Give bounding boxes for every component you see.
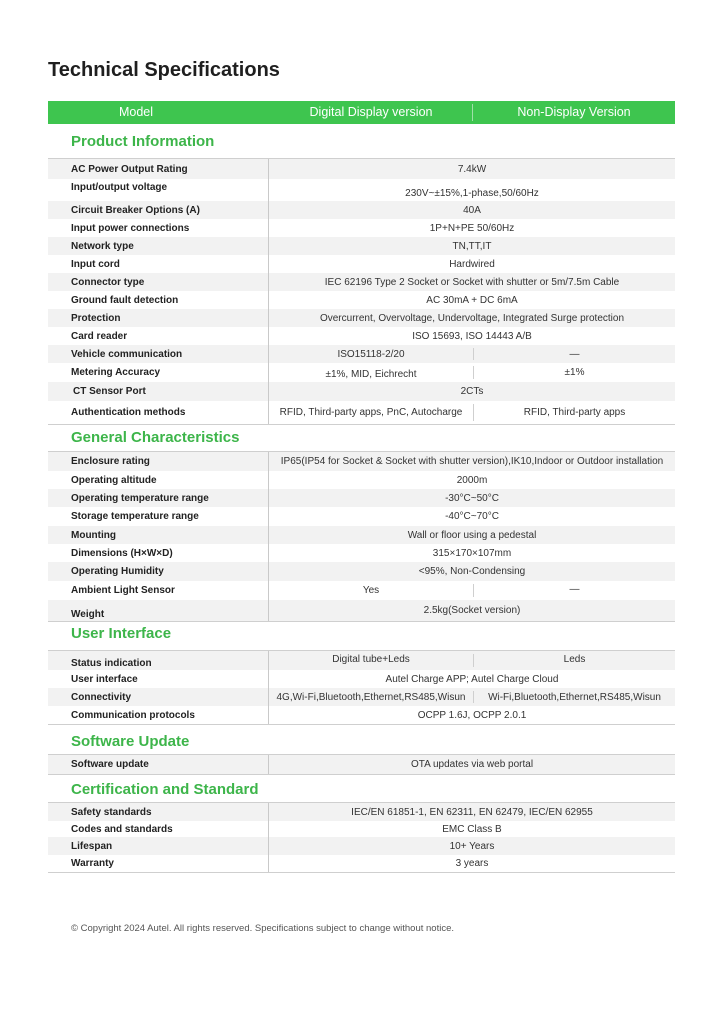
table-row [48,179,675,201]
row-label: Status indication [71,658,152,669]
row-value-cell [268,471,675,489]
row-value-cell [268,327,675,345]
row-value-digital: 4G,Wi-Fi,Bluetooth,Ethernet,RS485,Wisun [276,691,466,703]
table-bottom-rule [48,424,675,425]
row-value: <95%, Non-Condensing [418,566,526,577]
table-row [48,345,675,363]
table-row [48,327,675,345]
row-value-non-display: Wi-Fi,Bluetooth,Ethernet,RS485,Wisun [488,691,661,703]
table-row [48,255,675,273]
table-bottom-rule [48,774,675,775]
row-label: Circuit Breaker Options (A) [71,204,200,216]
table-row [48,237,675,255]
table-row [48,382,675,401]
row-value-digital: ±1%, MID, Eichrecht [325,369,417,380]
row-value-cell [268,382,675,401]
row-label: Dimensions (H×W×D) [71,547,173,559]
header-model-label: Model [118,105,154,119]
row-label: Input power connections [71,222,190,234]
row-label: CT Sensor Port [73,386,146,397]
row-value-cell [268,837,675,855]
section-title-certification: Certification and Standard [71,781,259,798]
table-row [48,291,675,309]
row-value: AC 30mA + DC 6mA [426,294,518,306]
spec-table-certification [48,802,675,873]
row-value-cell [268,600,675,621]
table-row [48,600,675,621]
table-bottom-rule [48,621,675,622]
row-value: Overcurrent, Overvoltage, Undervoltage, Integrated Surge protection [319,312,625,324]
row-label: Protection [71,312,121,324]
header-non-display-label: Non-Display Version [517,105,631,119]
row-value: -30°C~50°C [445,492,499,504]
table-row [48,651,675,670]
table-row [48,821,675,837]
row-value-cell [268,688,675,706]
spec-table-general-characteristics [48,451,675,622]
row-label: Authentication methods [71,407,186,418]
row-value-cell [268,755,675,774]
row-value: EMC Class B [442,823,502,835]
row-value-cell [268,291,675,309]
row-value: TN,TT,IT [452,240,492,252]
row-value-digital: RFID, Third-party apps, PnC, Autocharge [279,407,463,418]
row-label: Operating altitude [71,474,157,486]
row-value: Wall or floor using a pedestal [407,529,537,541]
row-value: 2.5kg(Socket version) [423,605,521,616]
row-label: Metering Accuracy [71,367,161,378]
row-value-cell [268,507,675,526]
spec-table-software-update [48,754,675,775]
row-value: 2CTs [460,386,484,397]
row-value-non-display: — [569,348,580,360]
row-value-cell [268,201,675,219]
table-row [48,526,675,544]
model-header-bar [48,101,675,124]
table-row [48,544,675,562]
row-label: Enclosure rating [71,456,150,467]
row-value-non-display: — [569,584,580,595]
row-label: Communication protocols [71,709,195,721]
table-row [48,755,675,774]
row-label: Weight [71,609,105,620]
row-value-cell [268,363,675,382]
row-label: Lifespan [71,840,113,852]
table-row [48,273,675,291]
row-value: 230V~±15%,1-phase,50/60Hz [405,188,539,199]
row-value-cell [268,237,675,255]
row-value: Autel Charge APP; Autel Charge Cloud [385,673,559,685]
table-row [48,581,675,600]
table-row [48,562,675,581]
header-digital-display-label: Digital Display version [309,105,433,119]
row-value: ISO 15693, ISO 14443 A/B [412,330,532,342]
section-title-general-characteristics: General Characteristics [71,429,240,446]
table-row [48,159,675,179]
row-label: Card reader [71,330,128,342]
row-label: Storage temperature range [71,511,199,522]
row-label: User interface [71,673,138,685]
row-value: 1P+N+PE 50/60Hz [429,222,515,234]
section-title-user-interface: User Interface [71,625,172,642]
table-row [48,452,675,471]
row-value-cell [268,544,675,562]
row-label: Operating Humidity [71,566,164,577]
spec-table-product-information [48,158,675,425]
row-label: Connectivity [71,691,132,703]
row-label: Vehicle communication [71,348,183,360]
row-label: Input cord [71,258,120,270]
row-value-cell [268,670,675,688]
row-value-cell [268,255,675,273]
row-value-cell [268,706,675,724]
table-row [48,670,675,688]
row-value: IP65(IP54 for Socket & Socket with shutter version),IK10,Indoor or Outdoor installation [280,456,664,467]
row-value: 2000m [456,474,488,486]
row-label: Network type [71,240,134,252]
table-row [48,837,675,855]
row-label: Ground fault detection [71,294,179,306]
row-value: 10+ Years [449,840,495,852]
table-row [48,706,675,724]
row-value-cell [268,273,675,291]
row-label: Connector type [71,276,145,288]
row-value-non-display: ±1% [564,367,585,378]
page-title: Technical Specifications [48,59,280,81]
row-label: Ambient Light Sensor [71,585,175,596]
table-bottom-rule [48,724,675,725]
row-value: OCPP 1.6J, OCPP 2.0.1 [417,709,527,721]
row-value-digital: Yes [362,585,380,596]
table-row [48,219,675,237]
section-title-software-update: Software Update [71,733,190,750]
row-value-cell [268,855,675,872]
table-row [48,201,675,219]
table-row [48,507,675,526]
copyright-notice: © Copyright 2024 Autel. All rights reserved. Specifications subject to change without notice. [71,923,454,934]
row-value: 3 years [455,858,489,869]
row-value-cell [268,581,675,600]
row-value-cell [268,803,675,821]
row-value-cell [268,452,675,471]
row-value: -40°C~70°C [445,511,499,522]
row-value-non-display: RFID, Third-party apps [523,407,626,418]
table-bottom-rule [48,872,675,873]
row-value: 315×170×107mm [432,547,512,559]
table-row [48,471,675,489]
row-label: Software update [71,759,149,770]
row-value-non-display: Leds [563,654,586,665]
table-row [48,688,675,706]
row-value-cell [268,345,675,363]
row-value-cell [268,219,675,237]
row-value-digital: Digital tube+Leds [332,654,410,665]
row-value-cell [268,489,675,507]
table-row [48,363,675,382]
row-label: Mounting [71,529,116,541]
row-value-cell [268,309,675,327]
row-value: OTA updates via web portal [410,759,534,770]
table-row [48,855,675,872]
table-row [48,803,675,821]
table-row [48,401,675,424]
section-title-product-information: Product Information [71,133,215,150]
row-value: IEC/EN 61851-1, EN 62311, EN 62479, IEC/EN 62955 [351,806,593,818]
row-value: 7.4kW [457,163,487,175]
row-label: Codes and standards [71,823,173,835]
row-label: Operating temperature range [71,492,209,504]
row-value-cell [268,562,675,581]
row-label: AC Power Output Rating [71,163,188,175]
row-value-cell [268,651,675,670]
row-value: Hardwired [449,258,495,270]
table-row [48,489,675,507]
row-label: Safety standards [71,806,152,818]
spec-table-user-interface [48,650,675,725]
row-value: 40A [463,204,481,216]
row-value-cell [268,179,675,201]
row-label: Warranty [71,858,114,869]
row-value: IEC 62196 Type 2 Socket or Socket with shutter or 5m/7.5m Cable [324,276,620,288]
table-row [48,309,675,327]
row-value-cell [268,821,675,837]
row-value-cell [268,526,675,544]
row-value-cell [268,401,675,424]
row-label: Input/output voltage [71,182,168,193]
row-value-digital: ISO15118-2/20 [337,348,405,360]
row-value-cell [268,159,675,179]
